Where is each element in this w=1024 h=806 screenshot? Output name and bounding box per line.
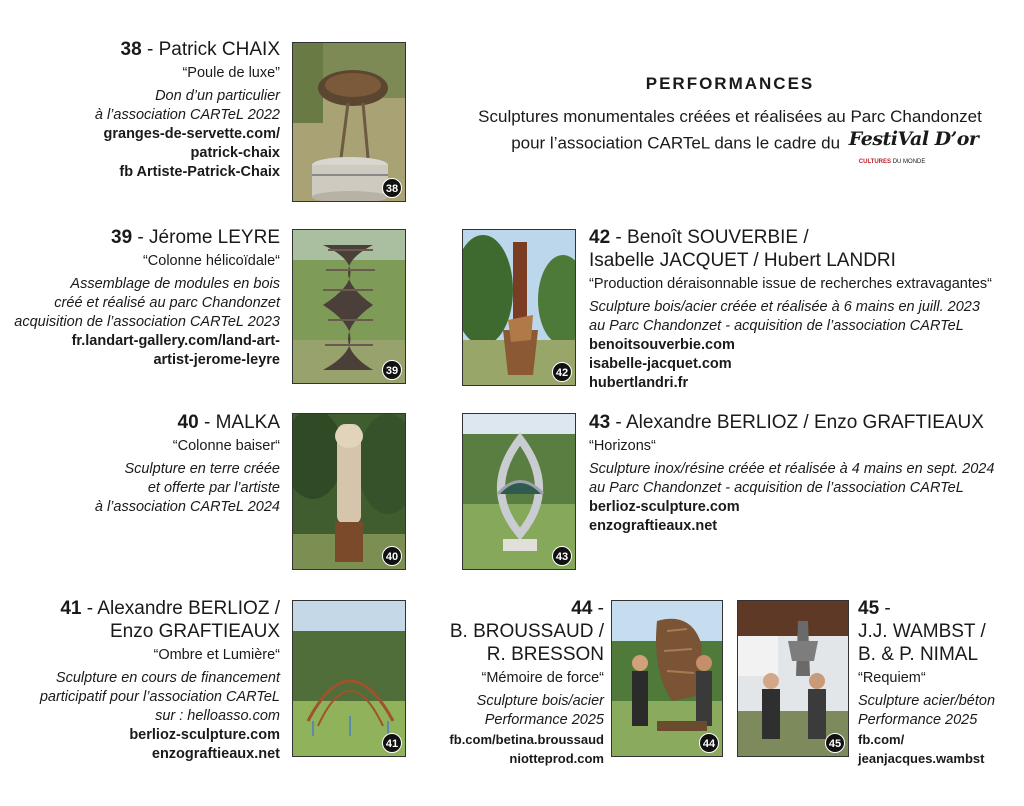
entry-number: 38 — [120, 39, 142, 60]
photo-number: 44 — [699, 733, 719, 753]
artist-name: B. BROUSSAUD / — [449, 621, 604, 642]
entry-number: 41 — [60, 598, 82, 619]
logo-tagline-red: CULTURES — [858, 159, 892, 165]
work-title: “Ombre et Lumière“ — [153, 647, 280, 663]
work-description: Sculpture inox/résine créée et réalisée à 4 mains en sept. 2024 — [589, 461, 995, 477]
artist-name: Jérome LEYRE — [149, 227, 280, 248]
work-description: Don d’un particulier — [155, 88, 280, 104]
work-description: sur : helloasso.com — [155, 708, 280, 724]
photo-number: 38 — [382, 178, 402, 198]
entry-title — [858, 597, 995, 620]
artist-link[interactable]: isabelle-jacquet.com — [589, 356, 732, 372]
artist-name: Alexandre BERLIOZ / Enzo GRAFTIEAUX — [625, 412, 984, 433]
work-description: Sculpture en terre créée — [124, 461, 280, 477]
entry-separator: - — [879, 598, 891, 619]
entry-number: 40 — [177, 412, 199, 433]
entry-title — [95, 411, 280, 434]
artist-link[interactable]: enzograftieaux.net — [151, 746, 280, 762]
entry-number: 43 — [589, 412, 611, 433]
entry-title — [14, 226, 280, 249]
work-description: créé et réalisé au parc Chandonzet — [54, 295, 280, 311]
header-line-2-text: pour l’association CARTeL dans le cadre du — [511, 133, 841, 153]
sculpture-photo-45 — [737, 600, 849, 757]
work-title: “Requiem“ — [858, 670, 926, 686]
entry-number: 39 — [111, 227, 133, 248]
work-description: participatif pour l’association CARTeL — [39, 689, 280, 705]
work-description: acquisition de l’association CARTeL 2023 — [14, 314, 280, 330]
entry-number: 42 — [589, 227, 611, 248]
entry-title — [449, 597, 604, 620]
entry-title — [40, 597, 280, 620]
photo-number: 43 — [552, 546, 572, 566]
work-title: “Poule de luxe” — [182, 65, 280, 81]
logo-tagline-rest: DU MONDE — [892, 159, 926, 165]
work-description: au Parc Chandonzet - acquisition de l’association CARTeL — [589, 318, 964, 334]
artist-link[interactable]: berlioz-sculpture.com — [589, 499, 740, 515]
work-description: et offerte par l’artiste — [147, 480, 280, 496]
entry-40 — [95, 411, 280, 517]
work-description: au Parc Chandonzet - acquisition de l’association CARTeL — [589, 480, 964, 496]
work-title: “Production déraisonnable issue de recherches extravagantes“ — [589, 276, 993, 292]
entry-number: 44 — [571, 598, 593, 619]
work-description: Sculpture bois/acier créée et réalisée à 6 mains en juill. 2023 — [589, 299, 980, 315]
entry-39 — [14, 226, 280, 370]
sculpture-photo-43 — [462, 413, 576, 570]
artist-name-2: Enzo GRAFTIEAUX — [110, 621, 280, 642]
sculpture-photo-39 — [292, 229, 406, 384]
artist-name-2: B. & P. NIMAL — [858, 644, 979, 665]
work-title: “Mémoire de force“ — [481, 670, 604, 686]
work-description: Performance 2025 — [858, 712, 978, 728]
artist-name-2: R. BRESSON — [486, 644, 604, 665]
work-description: à l’association CARTeL 2024 — [94, 499, 280, 515]
entry-44 — [449, 597, 604, 768]
artist-link[interactable]: patrick-chaix — [190, 145, 280, 161]
artist-name: MALKA — [215, 412, 280, 433]
sculpture-photo-40 — [292, 413, 406, 570]
entry-45 — [858, 597, 995, 768]
artist-link[interactable]: fr.landart-gallery.com/land-art- — [71, 333, 280, 349]
header-line-1: Sculptures monumentales créées et réalisées au Parc Chandonzet — [478, 107, 982, 126]
entry-separator: - — [592, 598, 604, 619]
artist-link[interactable]: jeanjacques.wambst — [858, 751, 985, 766]
entry-separator: - — [198, 412, 216, 433]
entry-title — [589, 226, 992, 249]
section-title: PERFORMANCES — [645, 74, 815, 93]
header-line-2 — [440, 128, 1020, 165]
photo-number: 42 — [552, 362, 572, 382]
entry-title — [589, 411, 994, 434]
photo-number: 45 — [825, 733, 845, 753]
artist-name: Patrick CHAIX — [158, 39, 280, 60]
work-description: Sculpture bois/acier — [476, 693, 604, 709]
artist-link[interactable]: artist-jerome-leyre — [153, 352, 280, 368]
work-description: à l’association CARTeL 2022 — [94, 107, 280, 123]
artist-name-2: Isabelle JACQUET / Hubert LANDRI — [589, 250, 896, 271]
work-description: Assemblage de modules en bois — [70, 276, 280, 292]
entry-separator: - — [610, 412, 626, 433]
artist-link[interactable]: niotteprod.com — [509, 751, 604, 766]
sculpture-photo-42 — [462, 229, 576, 386]
entry-title — [95, 38, 280, 61]
artist-link[interactable]: enzograftieaux.net — [589, 518, 718, 534]
entry-separator: - — [81, 598, 98, 619]
logo-tagline — [859, 149, 926, 175]
entry-41 — [40, 597, 280, 764]
entry-number: 45 — [858, 598, 880, 619]
artist-link[interactable]: berlioz-sculpture.com — [129, 727, 280, 743]
work-description: Performance 2025 — [484, 712, 604, 728]
performances-header — [440, 72, 1020, 165]
artist-link[interactable]: benoitsouverbie.com — [589, 337, 735, 353]
work-title: “Horizons“ — [589, 438, 656, 454]
artist-link[interactable]: fb Artiste-Patrick-Chaix — [119, 164, 280, 180]
artist-link[interactable]: fb.com/betina.broussaud — [449, 732, 604, 747]
sculpture-photo-41 — [292, 600, 406, 757]
entry-42 — [589, 226, 992, 393]
festivaldor-logo — [848, 128, 979, 165]
artist-name: J.J. WAMBST / — [858, 621, 986, 642]
photo-number: 39 — [382, 360, 402, 380]
work-title: “Colonne baiser“ — [172, 438, 280, 454]
logo-wordmark: FestiVal D’or — [848, 128, 979, 150]
sculpture-photo-38 — [292, 42, 406, 202]
artist-link[interactable]: granges-de-servette.com/ — [103, 126, 280, 142]
entry-separator: - — [141, 39, 159, 60]
artist-link[interactable]: hubertlandri.fr — [589, 375, 689, 391]
artist-link[interactable]: fb.com/ — [858, 732, 905, 747]
entry-43 — [589, 411, 994, 536]
photo-number: 40 — [382, 546, 402, 566]
work-title: “Colonne hélicoïdale“ — [142, 253, 280, 269]
artist-name: Benoît SOUVERBIE / — [627, 227, 809, 248]
work-description: Sculpture en cours de financement — [55, 670, 280, 686]
entry-38 — [95, 38, 280, 182]
artist-name: Alexandre BERLIOZ / — [97, 598, 280, 619]
entry-separator: - — [610, 227, 628, 248]
entry-separator: - — [132, 227, 150, 248]
photo-number: 41 — [382, 733, 402, 753]
work-description: Sculpture acier/béton — [858, 693, 996, 709]
sculpture-photo-44 — [611, 600, 723, 757]
